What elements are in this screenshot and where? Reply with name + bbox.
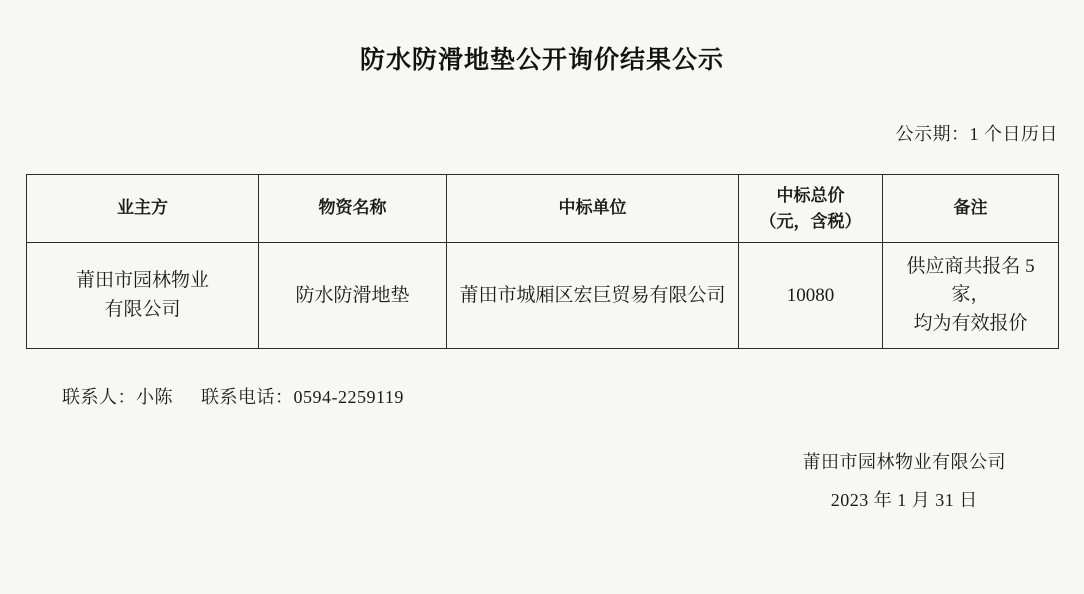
cell-owner-line2: 有限公司 bbox=[104, 298, 181, 320]
notice-period: 公示期：1 个日历日 bbox=[895, 124, 1058, 144]
page-title: 防水防滑地垫公开询价结果公示 bbox=[359, 46, 724, 74]
contact-phone-value: 0594-2259119 bbox=[293, 387, 404, 407]
cell-winner: 莆田市城厢区宏巨贸易有限公司 bbox=[447, 243, 739, 349]
cell-item: 防水防滑地垫 bbox=[259, 243, 447, 349]
contact-person-label: 联系人： bbox=[62, 387, 136, 407]
signature-company: 莆田市园林物业有限公司 bbox=[802, 452, 1006, 473]
table-header-row bbox=[27, 175, 1059, 243]
column-header-owner: 业主方 bbox=[27, 175, 259, 243]
cell-owner bbox=[27, 243, 259, 349]
cell-price: 10080 bbox=[739, 243, 883, 349]
signature-block bbox=[803, 444, 1007, 520]
column-header-remark: 备注 bbox=[883, 175, 1059, 243]
signature-date: 2023 年 1 月 31 日 bbox=[830, 490, 978, 511]
column-header-winner: 中标单位 bbox=[447, 175, 739, 243]
cell-remark-line2: 均为有效报价 bbox=[913, 312, 1028, 334]
column-header-price bbox=[739, 175, 883, 243]
table-row bbox=[27, 243, 1059, 349]
contact-person-value: 小陈 bbox=[136, 387, 173, 407]
column-header-price-line2: （元，含税） bbox=[759, 211, 862, 231]
cell-remark-line1: 供应商共报名 5 家， bbox=[906, 255, 1035, 306]
column-header-price-line1: 中标总价 bbox=[776, 186, 845, 205]
bid-result-table bbox=[26, 174, 1059, 349]
cell-remark bbox=[883, 243, 1059, 349]
column-header-item: 物资名称 bbox=[259, 175, 447, 243]
contact-info bbox=[62, 383, 1084, 409]
cell-owner-line1: 莆田市园林物业 bbox=[75, 270, 209, 291]
contact-phone-label: 联系电话： bbox=[201, 387, 294, 407]
